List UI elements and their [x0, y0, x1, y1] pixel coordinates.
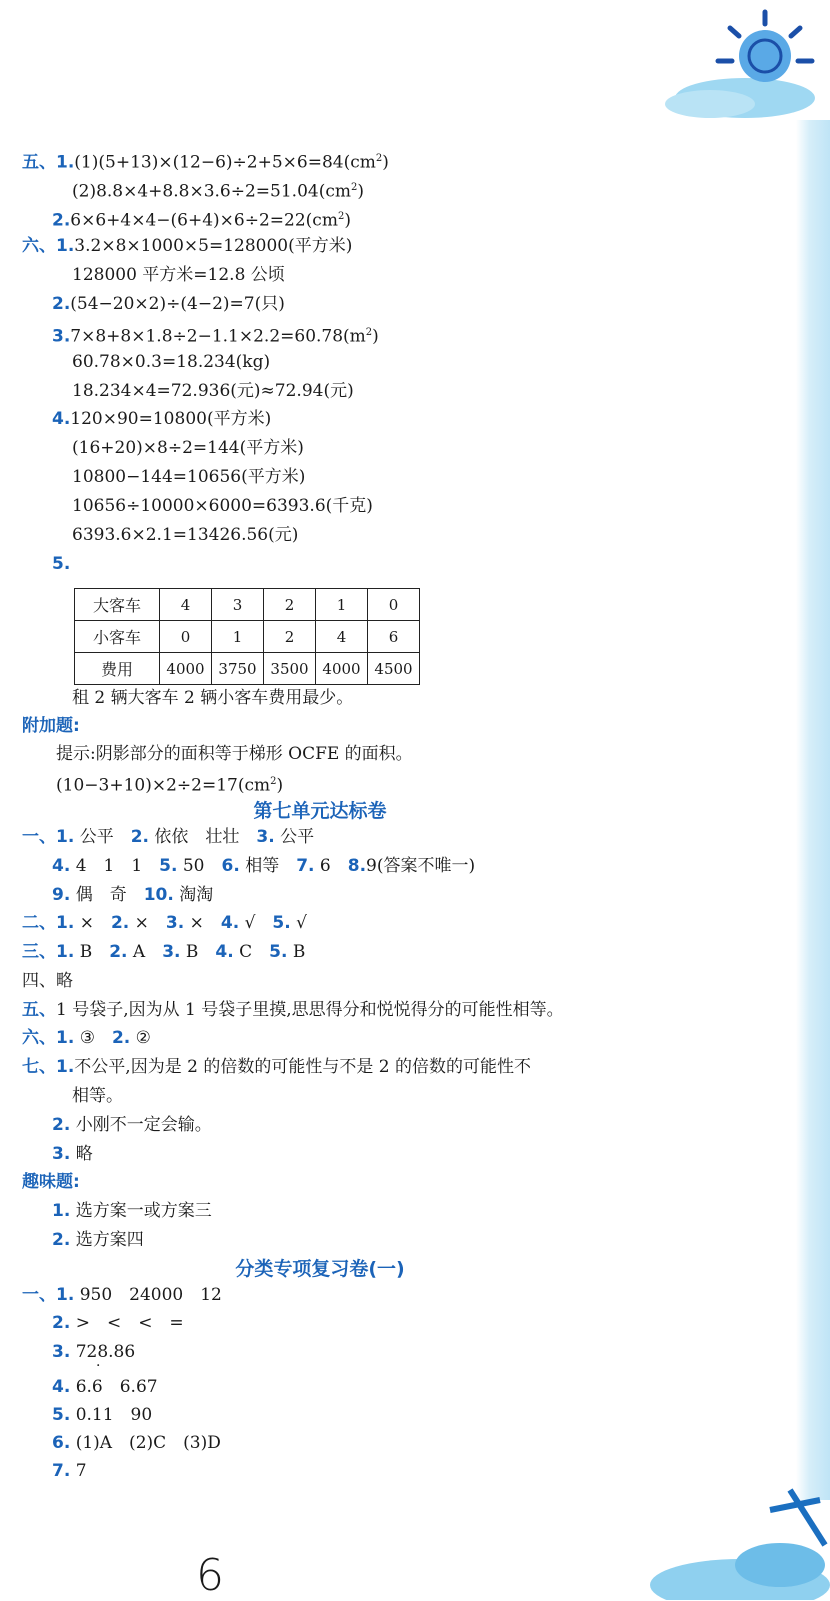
extra-line-1: 提示:阴影部分的面积等于梯形 OCFE 的面积。	[56, 744, 413, 764]
sec6-line-11: 6393.6×2.1=13426.56(元)	[72, 525, 299, 545]
table-row	[75, 621, 420, 653]
review1-line-6: 6. (1)A (2)C (3)D	[52, 1433, 221, 1453]
table-cell: 4	[316, 621, 368, 653]
sec5-line-3: $2.6\times 6+4\times 4-(6+4)\times 6\div 2=22(cm^2)$	[52, 210, 351, 231]
unit7-s7-line-1: 七、1.不公平,因为是 2 的倍数的可能性与不是 2 的倍数的可能性不	[22, 1057, 531, 1077]
sec5-line-1: 五、$1.(1)(5+13)\times(12-6)\div 2+5\times 6=84(cm^2)$	[22, 152, 389, 173]
review1-line-3: 3. 728.86	[52, 1342, 136, 1362]
unit7-s7-line-3: 3. 略	[52, 1144, 93, 1164]
sec6-line-3: 2.(54−20×2)÷(4−2)=7(只)	[52, 294, 285, 314]
table-cell: 1	[316, 589, 368, 621]
table-cell: 小客车	[75, 621, 160, 653]
table-cell: 2	[264, 589, 316, 621]
review1-line-7: 7. 7	[52, 1461, 87, 1481]
sec5-line-2: $(2)8.8\times 4+8.8\times 3.6\div 2=51.04(cm^2)$	[72, 181, 364, 202]
cost-table	[74, 588, 420, 685]
unit7-s5-line: 五、1 号袋子,因为从 1 号袋子里摸,思思得分和悦悦得分的可能性相等。	[22, 1000, 564, 1020]
fun-title: 趣味题:	[22, 1172, 80, 1192]
unit7-s1-line-2: 4. 4 1 1 5. 50 6. 相等 7. 6 8.9(答案不唯一)	[52, 856, 476, 876]
sec6-line-12: 5.	[52, 554, 71, 574]
unit7-s7-line-2: 2. 小刚不一定会输。	[52, 1115, 212, 1135]
fun-line-1: 1. 选方案一或方案三	[52, 1201, 212, 1221]
table-row	[75, 653, 420, 685]
unit7-s3-line: 三、1. B 2. A 3. B 4. C 5. B	[22, 942, 306, 962]
sec6-line-2: 128000 平方米=12.8 公顷	[72, 265, 285, 285]
sun-cloud-icon	[650, 6, 820, 121]
table-cell: 4500	[368, 653, 420, 685]
table-cell: 费用	[75, 653, 160, 685]
table-cell: 0	[160, 621, 212, 653]
review1-heading: 分类专项复习卷(一)	[235, 1258, 405, 1280]
table-cell: 3750	[212, 653, 264, 685]
table-cell: 2	[264, 621, 316, 653]
review1-line-2: 2. > < < =	[52, 1313, 184, 1333]
table-cell: 4000	[160, 653, 212, 685]
table-cell: 3	[212, 589, 264, 621]
unit7-s1-line-3: 9. 偶 奇 10. 淘淘	[52, 885, 214, 905]
unit7-s6-line: 六、1. ③ 2. ②	[22, 1028, 151, 1048]
page-number: 6	[196, 1550, 224, 1601]
sec6-line-1: 六、1.3.2×8×1000×5=128000(平方米)	[22, 236, 353, 256]
sec6-line-4: $3.7\times 8+8\times 1.8\div 2-1.1\times 2.2=60.78(m^2)$	[52, 326, 379, 347]
table-cell: 0	[368, 589, 420, 621]
review1-line-4: 4. 6.6 6.67	[52, 1377, 158, 1397]
repeating-decimal-dot-icon: ·	[96, 1358, 101, 1374]
unit7-s2-line: 二、1. × 2. × 3. × 4. √ 5. √	[22, 913, 307, 933]
unit7-s7-line-1b: 相等。	[72, 1086, 123, 1106]
table-row	[75, 589, 420, 621]
sec6-line-8: (16+20)×8÷2=144(平方米)	[72, 438, 304, 458]
table-cell: 4	[160, 589, 212, 621]
table-cell: 大客车	[75, 589, 160, 621]
unit7-s4-line: 四、略	[22, 971, 73, 991]
extra-line-2: $(10-3+10)\times 2\div 2=17(cm^2)$	[56, 775, 284, 796]
table-cell: 1	[212, 621, 264, 653]
extra-title: 附加题:	[22, 716, 80, 736]
corner-decoration-icon	[630, 1470, 830, 1600]
sec6-line-6: 18.234×4=72.936(元)≈72.94(元)	[72, 381, 354, 401]
unit7-s1-line-1: 一、1. 公平 2. 依依 壮壮 3. 公平	[22, 827, 315, 847]
right-edge-decoration	[796, 120, 830, 1500]
sec6-line-10: 10656÷10000×6000=6393.6(千克)	[72, 496, 373, 516]
table-cell: 4000	[316, 653, 368, 685]
table-cell: 3500	[264, 653, 316, 685]
sec6-line-9: 10800−144=10656(平方米)	[72, 467, 306, 487]
sec6-line-7: 4.120×90=10800(平方米)	[52, 409, 272, 429]
sec6-conclusion: 租 2 辆大客车 2 辆小客车费用最少。	[72, 688, 354, 708]
table-cell: 6	[368, 621, 420, 653]
sec6-line-5: 60.78×0.3=18.234(kg)	[72, 352, 271, 372]
review1-line-1: 一、1. 950 24000 12	[22, 1285, 222, 1305]
review1-line-5: 5. 0.11 90	[52, 1405, 153, 1425]
unit7-heading: 第七单元达标卷	[253, 800, 387, 822]
fun-line-2: 2. 选方案四	[52, 1230, 144, 1250]
